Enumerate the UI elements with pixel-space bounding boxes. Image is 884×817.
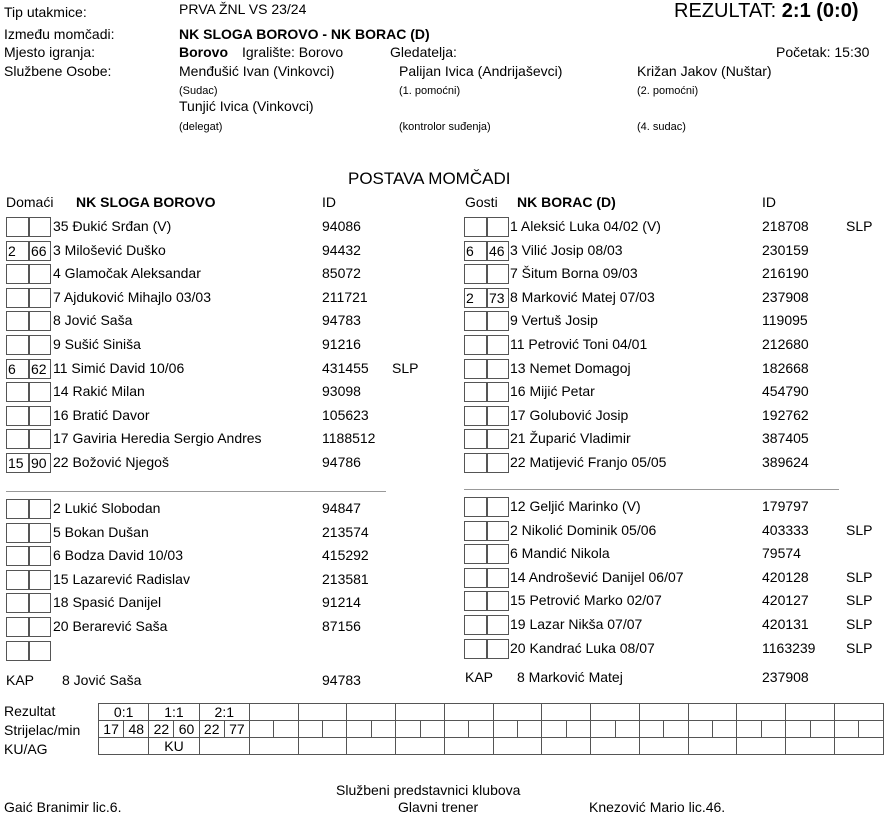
player-row xyxy=(0,521,884,544)
player-note: SLP xyxy=(846,592,873,609)
player-id: 94786 xyxy=(322,454,361,470)
player-name: 13 Nemet Domagoj xyxy=(510,359,631,376)
official-role: (Sudac) xyxy=(179,85,218,97)
player-name: 2 Nikolić Dominik 05/06 xyxy=(510,521,657,538)
player-row xyxy=(0,264,884,287)
sub-minute-box: 90 xyxy=(29,453,51,473)
player-note: SLP xyxy=(846,616,873,632)
player-name: 17 Golubović Josip xyxy=(510,406,629,423)
sub-out-box xyxy=(464,264,487,284)
ku-cell xyxy=(786,738,835,755)
player-name: 7 Ajduković Mihajlo 03/03 xyxy=(53,288,211,305)
ku-cell xyxy=(737,738,786,755)
result-cell xyxy=(786,704,835,721)
result-cell xyxy=(834,704,883,721)
player-id: 420131 xyxy=(762,616,809,632)
sub-out-box xyxy=(464,335,487,355)
player-name: 9 Vertuš Josip xyxy=(510,312,598,329)
pitch-value: Igralište: Borovo xyxy=(242,44,344,60)
sub-out-box: 15 xyxy=(6,453,29,473)
scorer-minute-cell xyxy=(518,721,542,738)
sub-out-box xyxy=(464,453,487,473)
sub-minute-box xyxy=(487,217,509,237)
player-id: 94783 xyxy=(322,312,361,329)
scorer-minute-cell xyxy=(810,721,834,738)
scoring-table xyxy=(98,703,884,755)
sub-out-box xyxy=(464,568,487,588)
player-id: 105623 xyxy=(322,406,369,423)
player-id: 389624 xyxy=(762,454,809,470)
scorer-number-cell xyxy=(591,721,615,738)
player-id: 179797 xyxy=(762,498,809,514)
player-id: 119095 xyxy=(762,312,808,329)
player-name: 16 Mijić Petar xyxy=(510,383,595,400)
player-row xyxy=(0,335,884,358)
player-name: 15 Petrović Marko 02/07 xyxy=(510,592,662,609)
player-name: 17 Gaviria Heredia Sergio Andres xyxy=(53,430,262,447)
sub-minute-box xyxy=(487,429,509,449)
player-id: 218708 xyxy=(762,218,809,234)
player-name: 22 Božović Njegoš xyxy=(53,454,169,470)
player-name: 12 Geljić Marinko (V) xyxy=(510,498,641,514)
sub-out-box xyxy=(464,217,487,237)
result-cell: 1:1 xyxy=(149,704,199,721)
match-type-label: Tip utakmice: xyxy=(4,4,87,20)
player-id: 216190 xyxy=(762,265,809,282)
player-name: 19 Lazar Nikša 07/07 xyxy=(510,616,643,632)
player-name: 16 Bratić Davor xyxy=(53,406,150,423)
home-team-name: NK SLOGA BOROVO xyxy=(76,194,216,210)
player-id: 420128 xyxy=(762,568,809,585)
player-row xyxy=(0,217,884,240)
player-id: 237908 xyxy=(762,288,809,305)
player-id: 387405 xyxy=(762,430,809,447)
player-note: SLP xyxy=(846,521,873,538)
scorer-number-cell xyxy=(444,721,468,738)
official-name: Menđušić Ivan (Vinkovci) xyxy=(179,63,335,79)
player-name: 5 Bokan Dušan xyxy=(53,523,149,540)
scorer-number-cell: 17 xyxy=(99,721,124,738)
player-row xyxy=(0,311,884,334)
away-id-header: ID xyxy=(762,194,776,210)
player-name: 18 Spasić Danijel xyxy=(53,594,162,611)
sub-out-box: 6 xyxy=(6,359,29,379)
player-name: 21 Župarić Vladimir xyxy=(510,430,631,447)
scorer-number-cell xyxy=(298,721,322,738)
result-cell xyxy=(444,704,493,721)
ku-cell xyxy=(396,738,445,755)
scorer-row xyxy=(99,721,884,738)
player-id: 182668 xyxy=(762,359,809,376)
player-name: 20 Kandrać Luka 08/07 xyxy=(510,639,655,656)
home-captain-id: 94783 xyxy=(322,672,361,688)
official-role: (1. pomoćni) xyxy=(399,85,461,97)
away-captain-id: 237908 xyxy=(762,669,809,685)
player-id: 87156 xyxy=(322,618,361,634)
player-note: SLP xyxy=(392,359,419,376)
sub-minute-box xyxy=(487,453,509,473)
scorer-minute-cell xyxy=(469,721,493,738)
player-id: 192762 xyxy=(762,406,809,423)
player-name: 4 Glamočak Aleksandar xyxy=(53,265,201,282)
scorer-row-label: Strijelac/min xyxy=(4,722,81,738)
player-id: 230159 xyxy=(762,241,809,258)
player-name: 35 Đukić Srđan (V) xyxy=(53,218,172,234)
player-name: 6 Bodza David 10/03 xyxy=(53,547,183,564)
result-cell: 0:1 xyxy=(99,704,149,721)
player-id: 431455 xyxy=(322,359,369,376)
result-cell xyxy=(591,704,640,721)
sub-minute-box xyxy=(487,544,509,564)
official-role: (delegat) xyxy=(179,121,223,133)
player-row xyxy=(0,544,884,567)
sub-minute-box xyxy=(487,382,509,402)
home-captain-label: KAP xyxy=(6,672,35,688)
home-side-label: Domaći xyxy=(6,194,54,210)
player-name: 11 Simić David 10/06 xyxy=(53,359,185,376)
scorer-number-cell: 22 xyxy=(199,721,224,738)
sub-minute-box: 46 xyxy=(487,241,509,261)
player-id: 79574 xyxy=(762,545,801,562)
sub-minute-box xyxy=(487,264,509,284)
player-row xyxy=(0,406,884,429)
home-divider xyxy=(6,491,386,492)
player-id: 415292 xyxy=(322,547,369,564)
scorer-minute-cell xyxy=(420,721,444,738)
sub-minute-box xyxy=(487,615,509,635)
player-id: 213581 xyxy=(322,570,369,587)
result-cell xyxy=(542,704,591,721)
away-team-name: NK BORAC (D) xyxy=(517,194,616,210)
ku-row-label: KU/AG xyxy=(4,741,48,757)
scorer-number-cell xyxy=(688,721,712,738)
scorer-number-cell xyxy=(737,721,761,738)
result-cell xyxy=(298,704,347,721)
venue-value: Borovo xyxy=(179,44,228,60)
official-name: Palijan Ivica (Andrijaševci) xyxy=(399,63,563,79)
player-row xyxy=(0,241,884,264)
player-row xyxy=(0,497,884,520)
player-name: 3 Milošević Duško xyxy=(53,241,166,258)
scorer-number-cell xyxy=(542,721,566,738)
sub-minute-box xyxy=(487,335,509,355)
sub-minute-box xyxy=(487,639,509,659)
player-name: 11 Petrović Toni 04/01 xyxy=(510,336,648,352)
player-name: 8 Jović Saša xyxy=(53,312,133,329)
player-name: 20 Berarević Saša xyxy=(53,618,168,634)
scorer-minute-cell xyxy=(664,721,688,738)
scorer-number-cell xyxy=(396,721,420,738)
sub-out-box xyxy=(464,591,487,611)
scorer-minute-cell xyxy=(713,721,737,738)
player-id: 403333 xyxy=(762,521,809,538)
player-row xyxy=(0,591,884,614)
ku-cell xyxy=(688,738,737,755)
scorer-number-cell xyxy=(834,721,858,738)
scorer-minute-cell xyxy=(566,721,590,738)
ku-cell xyxy=(99,738,149,755)
ku-cell xyxy=(199,738,249,755)
player-note: SLP xyxy=(846,218,873,234)
scorer-number-cell xyxy=(493,721,517,738)
player-id: 212680 xyxy=(762,336,809,352)
sub-minute-box xyxy=(487,568,509,588)
player-name: 22 Matijević Franjo 05/05 xyxy=(510,454,667,470)
player-id: 211721 xyxy=(322,288,368,305)
ku-cell xyxy=(249,738,298,755)
result-cell xyxy=(688,704,737,721)
result-cell xyxy=(347,704,396,721)
player-name: 7 Šitum Borna 09/03 xyxy=(510,265,638,282)
player-name: 9 Sušić Siniša xyxy=(53,336,141,352)
away-divider xyxy=(464,489,839,490)
sub-minute-box: 73 xyxy=(487,288,509,308)
player-id: 1188512 xyxy=(322,430,376,447)
sub-out-box xyxy=(464,521,487,541)
result-cell xyxy=(639,704,688,721)
result-value: 2:1 (0:0) xyxy=(781,0,859,22)
home-captain-name: 8 Jović Saša xyxy=(62,672,142,688)
away-side-label: Gosti xyxy=(465,194,498,210)
scorer-minute-cell xyxy=(323,721,347,738)
scorer-minute-cell xyxy=(615,721,639,738)
away-captain-name: 8 Marković Matej xyxy=(517,669,623,685)
player-id: 1163239 xyxy=(762,639,816,656)
player-row xyxy=(0,568,884,591)
sub-minute-box xyxy=(487,311,509,331)
scorer-minute-cell xyxy=(761,721,785,738)
representative-role: Glavni trener xyxy=(398,799,479,815)
player-id: 91216 xyxy=(322,336,361,352)
official-name: Tunjić Ivica (Vinkovci) xyxy=(179,98,314,114)
ku-cell xyxy=(347,738,396,755)
scorer-number-cell xyxy=(347,721,371,738)
sub-out-box: 2 xyxy=(6,241,29,261)
player-row xyxy=(0,639,884,662)
player-id: 94432 xyxy=(322,241,361,258)
scorer-minute-cell xyxy=(371,721,395,738)
result-label: REZULTAT: xyxy=(674,0,777,22)
player-id: 420127 xyxy=(762,592,809,609)
sub-out-box xyxy=(464,311,487,331)
player-name: 6 Mandić Nikola xyxy=(510,545,610,562)
scorer-minute-cell: 60 xyxy=(174,721,199,738)
sub-out-box xyxy=(464,429,487,449)
match-type-value: PRVA ŽNL VS 23/24 xyxy=(179,1,307,17)
lineup-title: POSTAVA MOMČADI xyxy=(348,169,511,188)
away-representative: Knezović Mario lic.46. xyxy=(589,799,726,815)
scorer-number-cell xyxy=(249,721,273,738)
sub-minute-box xyxy=(487,406,509,426)
teams-label: Između momčadi: xyxy=(4,26,115,42)
player-row xyxy=(0,359,884,382)
home-id-header: ID xyxy=(322,194,336,210)
player-row xyxy=(0,288,884,311)
player-row xyxy=(0,453,884,476)
ku-row xyxy=(99,738,884,755)
sub-out-box xyxy=(464,544,487,564)
footer-title: Službeni predstavnici klubova xyxy=(336,782,521,798)
player-name: 3 Vilić Josip 08/03 xyxy=(510,241,623,258)
ku-cell xyxy=(493,738,542,755)
sub-out-box: 2 xyxy=(464,288,487,308)
ku-cell xyxy=(298,738,347,755)
official-role: (kontrolor suđenja) xyxy=(399,121,491,133)
player-name: 14 Androšević Danijel 06/07 xyxy=(510,568,684,585)
result-cell xyxy=(493,704,542,721)
player-id: 93098 xyxy=(322,383,361,400)
player-id: 454790 xyxy=(762,383,809,400)
official-name: Križan Jakov (Nuštar) xyxy=(637,63,772,79)
sub-out-box xyxy=(464,382,487,402)
player-name: 15 Lazarević Radislav xyxy=(53,570,190,587)
player-id: 94847 xyxy=(322,500,361,516)
sub-out-box xyxy=(464,406,487,426)
result-row-label: Rezultat xyxy=(4,703,56,719)
player-note: SLP xyxy=(846,568,873,585)
sub-minute-box xyxy=(487,591,509,611)
player-row xyxy=(0,615,884,638)
ku-cell xyxy=(444,738,493,755)
official-role: (4. sudac) xyxy=(637,121,686,133)
scorer-minute-cell: 48 xyxy=(124,721,149,738)
player-note: SLP xyxy=(846,639,873,656)
venue-label: Mjesto igranja: xyxy=(4,44,96,60)
teams-value: NK SLOGA BOROVO - NK BORAC (D) xyxy=(179,26,430,42)
result-heading xyxy=(674,0,859,23)
ku-cell xyxy=(591,738,640,755)
officials-label: Službene Osobe: xyxy=(4,63,112,79)
home-representative: Gaić Branimir lic.6. xyxy=(4,799,122,815)
player-row xyxy=(0,382,884,405)
ku-cell: KU xyxy=(149,738,199,755)
sub-out-box: 6 xyxy=(464,241,487,261)
result-row xyxy=(99,704,884,721)
scorer-number-cell xyxy=(786,721,810,738)
player-id: 91214 xyxy=(322,594,361,611)
result-cell: 2:1 xyxy=(199,704,249,721)
result-cell xyxy=(396,704,445,721)
scorer-minute-cell xyxy=(274,721,298,738)
sub-out-box xyxy=(464,497,487,517)
sub-out-box xyxy=(464,639,487,659)
away-captain-label: KAP xyxy=(465,669,494,685)
player-name: 2 Lukić Slobodan xyxy=(53,500,161,516)
sub-minute-box: 62 xyxy=(29,359,51,379)
scorer-number-cell xyxy=(639,721,663,738)
ku-cell xyxy=(542,738,591,755)
player-id: 213574 xyxy=(322,523,369,540)
result-cell xyxy=(249,704,298,721)
ku-cell xyxy=(834,738,883,755)
ku-cell xyxy=(639,738,688,755)
sub-out-box xyxy=(464,615,487,635)
result-cell xyxy=(737,704,786,721)
player-id: 85072 xyxy=(322,265,361,282)
player-name: 1 Aleksić Luka 04/02 (V) xyxy=(510,218,661,234)
official-role: (2. pomoćni) xyxy=(637,85,699,97)
player-id: 94086 xyxy=(322,218,361,234)
player-name: 8 Marković Matej 07/03 xyxy=(510,288,655,305)
attendance-label: Gledatelja: xyxy=(390,44,457,60)
scorer-minute-cell: 77 xyxy=(224,721,249,738)
player-name: 14 Rakić Milan xyxy=(53,383,145,400)
sub-minute-box: 66 xyxy=(29,241,51,261)
sub-out-box xyxy=(464,359,487,379)
scorer-minute-cell xyxy=(859,721,884,738)
sub-minute-box xyxy=(487,521,509,541)
sub-minute-box xyxy=(487,497,509,517)
player-row xyxy=(0,429,884,452)
sub-minute-box xyxy=(487,359,509,379)
kickoff-time: Početak: 15:30 xyxy=(776,44,870,60)
scorer-number-cell: 22 xyxy=(149,721,174,738)
